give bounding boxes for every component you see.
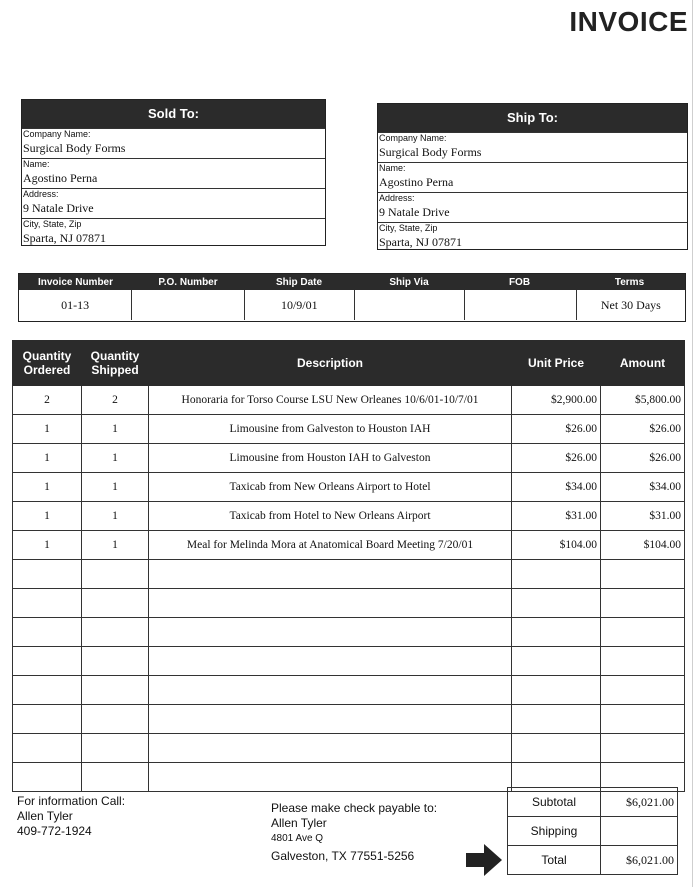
po-number-value <box>132 290 244 320</box>
terms-value: Net 30 Days <box>600 297 661 312</box>
ship-to-heading: Ship To: <box>378 104 687 132</box>
subtotal-label: Subtotal <box>508 788 601 817</box>
sold-to-company-row <box>22 128 325 158</box>
shipping-value <box>601 817 678 846</box>
qty-ordered-cell: 1 <box>13 473 82 502</box>
empty-cell <box>13 560 82 589</box>
empty-cell <box>82 705 149 734</box>
payable-heading: Please make check payable to: <box>271 801 438 815</box>
line-items-table <box>12 340 685 792</box>
table-row <box>13 473 685 502</box>
field-value: Surgical Body Forms <box>23 141 126 155</box>
empty-cell <box>13 734 82 763</box>
amount-cell: $26.00 <box>601 444 685 473</box>
contact-phone: 409-772-1924 <box>17 824 92 838</box>
unit-price-cell: $104.00 <box>512 531 601 560</box>
empty-cell <box>601 676 685 705</box>
empty-cell <box>601 618 685 647</box>
empty-cell <box>512 560 601 589</box>
empty-cell <box>149 705 512 734</box>
ship-to-box <box>377 103 688 250</box>
table-row <box>13 415 685 444</box>
amount-cell: $34.00 <box>601 473 685 502</box>
table-row <box>13 531 685 560</box>
sold-to-city-row <box>22 218 325 248</box>
empty-cell <box>82 676 149 705</box>
total-row <box>508 846 678 875</box>
empty-cell <box>512 589 601 618</box>
empty-table-row <box>13 618 685 647</box>
empty-cell <box>13 705 82 734</box>
field-value: 9 Natale Drive <box>23 201 94 215</box>
empty-cell <box>601 647 685 676</box>
po-number-header: P.O. Number <box>158 276 218 288</box>
table-row <box>13 444 685 473</box>
payable-block <box>271 801 437 864</box>
qty-shipped-cell: 2 <box>82 386 149 415</box>
empty-table-row <box>13 589 685 618</box>
qty-ordered-cell: 2 <box>13 386 82 415</box>
amount-cell: $26.00 <box>601 415 685 444</box>
ship-date-value: 10/9/01 <box>245 290 355 320</box>
empty-cell <box>13 618 82 647</box>
field-value: Agostino Perna <box>23 171 98 185</box>
items-body <box>13 386 685 792</box>
field-label: Company Name: <box>379 133 447 143</box>
description-header: Description <box>149 341 512 386</box>
ship-via-header: Ship Via <box>389 276 429 288</box>
empty-table-row <box>13 705 685 734</box>
terms-header: Terms <box>614 276 645 288</box>
contact-name: Allen Tyler <box>17 809 73 823</box>
field-value: Agostino Perna <box>379 175 454 189</box>
field-label: Address: <box>379 193 415 203</box>
empty-cell <box>149 618 512 647</box>
field-value: Surgical Body Forms <box>379 145 482 159</box>
description-cell: Limousine from Houston IAH to Galveston <box>149 444 512 473</box>
field-value: 9 Natale Drive <box>379 205 450 219</box>
shipping-row <box>508 817 678 846</box>
empty-cell <box>13 647 82 676</box>
invoice-number-header: Invoice Number <box>37 276 114 288</box>
subtotal-value: $6,021.00 <box>601 788 678 817</box>
empty-cell <box>512 705 601 734</box>
info-value-row <box>19 290 685 320</box>
ship-via-value <box>355 290 465 320</box>
empty-table-row <box>13 647 685 676</box>
scan-edge-line <box>692 0 693 887</box>
ship-to-address-row <box>378 192 687 222</box>
empty-cell <box>601 705 685 734</box>
empty-cell <box>149 589 512 618</box>
description-cell: Taxicab from New Orleans Airport to Hotel <box>149 473 512 502</box>
field-label: City, State, Zip <box>379 223 438 233</box>
empty-cell <box>13 763 82 792</box>
fob-value <box>465 290 576 320</box>
description-cell: Limousine from Galveston to Houston IAH <box>149 415 512 444</box>
right-arrow-icon <box>466 844 502 876</box>
total-label: Total <box>508 846 601 875</box>
ship-to-company-row <box>378 132 687 162</box>
empty-cell <box>149 676 512 705</box>
qty-shipped-cell: 1 <box>82 444 149 473</box>
empty-cell <box>601 589 685 618</box>
empty-cell <box>149 647 512 676</box>
qty-ordered-cell: 1 <box>13 444 82 473</box>
invoice-info-strip <box>18 273 686 322</box>
payee-street: 4801 Ave Q <box>271 833 324 844</box>
empty-cell <box>82 647 149 676</box>
field-label: Address: <box>23 189 59 199</box>
empty-cell <box>601 560 685 589</box>
amount-cell: $31.00 <box>601 502 685 531</box>
info-call-block <box>17 794 125 839</box>
amount-cell: $5,800.00 <box>601 386 685 415</box>
field-label: Name: <box>23 159 50 169</box>
payee-name: Allen Tyler <box>271 816 327 830</box>
empty-cell <box>13 589 82 618</box>
description-cell: Taxicab from Hotel to New Orleans Airport <box>149 502 512 531</box>
totals-table <box>507 787 678 875</box>
qty-ordered-header: Quantity Ordered <box>13 341 82 386</box>
empty-cell <box>82 763 149 792</box>
qty-shipped-header: Quantity Shipped <box>82 341 149 386</box>
sold-to-heading: Sold To: <box>22 100 325 128</box>
sold-to-name-row <box>22 158 325 188</box>
qty-ordered-cell: 1 <box>13 531 82 560</box>
qty-shipped-cell: 1 <box>82 473 149 502</box>
empty-cell <box>82 560 149 589</box>
qty-shipped-cell: 1 <box>82 415 149 444</box>
empty-cell <box>82 589 149 618</box>
empty-cell <box>512 647 601 676</box>
field-value: Sparta, NJ 07871 <box>23 231 106 245</box>
empty-cell <box>149 734 512 763</box>
fob-header: FOB <box>508 276 531 288</box>
empty-cell <box>512 676 601 705</box>
unit-price-cell: $2,900.00 <box>512 386 601 415</box>
qty-ordered-cell: 1 <box>13 415 82 444</box>
unit-price-header: Unit Price <box>512 341 601 386</box>
payee-city: Galveston, TX 77551-5256 <box>271 849 415 863</box>
invoice-number-value: 01-13 <box>19 290 132 320</box>
empty-table-row <box>13 676 685 705</box>
sold-to-box <box>21 99 326 246</box>
field-label: Name: <box>379 163 406 173</box>
unit-price-cell: $26.00 <box>512 444 601 473</box>
qty-shipped-cell: 1 <box>82 502 149 531</box>
ship-date-header: Ship Date <box>275 276 323 288</box>
qty-ordered-cell: 1 <box>13 502 82 531</box>
field-value: Sparta, NJ 07871 <box>379 235 462 249</box>
description-cell: Meal for Melinda Mora at Anatomical Board Meeting 7/20/01 <box>149 531 512 560</box>
info-call-heading: For information Call: <box>17 794 126 808</box>
empty-cell <box>13 676 82 705</box>
qty-shipped-cell: 1 <box>82 531 149 560</box>
empty-cell <box>149 763 512 792</box>
field-label: City, State, Zip <box>23 219 82 229</box>
subtotal-row <box>508 788 678 817</box>
unit-price-cell: $31.00 <box>512 502 601 531</box>
field-label: Company Name: <box>23 129 91 139</box>
items-header-row <box>13 341 685 386</box>
table-row <box>13 502 685 531</box>
shipping-label: Shipping <box>508 817 601 846</box>
table-row <box>13 386 685 415</box>
empty-cell <box>82 618 149 647</box>
unit-price-cell: $34.00 <box>512 473 601 502</box>
invoice-title: INVOICE <box>569 6 688 37</box>
unit-price-cell: $26.00 <box>512 415 601 444</box>
empty-table-row <box>13 734 685 763</box>
info-header-row <box>19 274 685 290</box>
total-value: $6,021.00 <box>601 846 678 875</box>
empty-cell <box>601 734 685 763</box>
sold-to-address-row <box>22 188 325 218</box>
empty-cell <box>512 618 601 647</box>
amount-header: Amount <box>601 341 685 386</box>
empty-table-row <box>13 560 685 589</box>
amount-cell: $104.00 <box>601 531 685 560</box>
empty-cell <box>82 734 149 763</box>
empty-cell <box>512 734 601 763</box>
empty-cell <box>149 560 512 589</box>
description-cell: Honoraria for Torso Course LSU New Orleanes 10/6/01-10/7/01 <box>149 386 512 415</box>
ship-to-name-row <box>378 162 687 192</box>
ship-to-city-row <box>378 222 687 252</box>
